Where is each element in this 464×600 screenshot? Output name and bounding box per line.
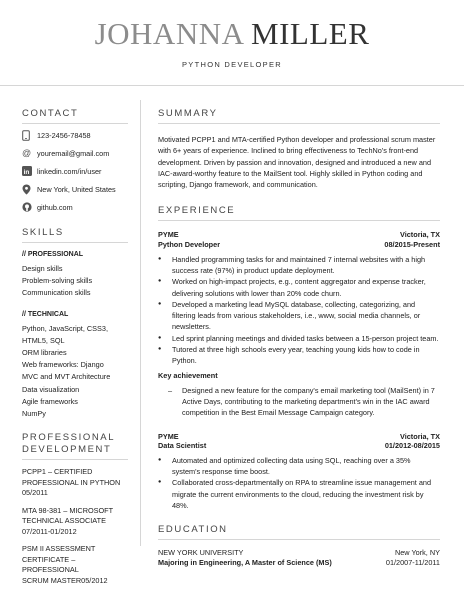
contact-section: [22, 108, 128, 216]
skill-item: Problem-solving skills: [22, 276, 93, 286]
job-bullets: [158, 455, 440, 511]
job-company-row: [158, 432, 440, 442]
prof-dev-heading-line1: PROFESSIONAL: [22, 432, 116, 444]
skill-item: MVC and MVT Architecture: [22, 372, 111, 382]
contact-linkedin: [22, 162, 128, 180]
education-degree-row: [158, 558, 440, 568]
section-divider: [22, 242, 128, 243]
linkedin-url[interactable]: linkedin.com/in/user: [37, 166, 102, 176]
certificate-line: TECHNICAL ASSOCIATE: [22, 516, 106, 526]
at-sign-icon: @: [22, 148, 32, 158]
list-item: ● Collaborated cross-departmentally on RPA to streamline issue management and migrate the current environments to the cloud, reducing the investment risk by 48%.: [158, 477, 440, 511]
skill-item: Agile frameworks: [22, 396, 78, 406]
degree: Majoring in Engineering, A Master of Science (MS): [158, 557, 332, 567]
right-column: [158, 108, 440, 567]
certificate-line: 05/2011: [22, 488, 48, 498]
contact-email: [22, 144, 128, 162]
job-title: PYTHON DEVELOPER: [182, 60, 282, 69]
resume-header: [0, 0, 464, 86]
skill-item: Communication skills: [22, 288, 91, 298]
summary-section: [158, 108, 440, 190]
contact-location: [22, 180, 128, 198]
certificate-line: SCRUM MASTER05/2012: [22, 575, 108, 585]
list-item: ● Handled programming tasks for and maintained 7 internal websites with a high success rate (97%) in product update deployment.: [158, 254, 440, 277]
job-company: PYME: [158, 230, 179, 240]
github-icon: [22, 201, 36, 213]
job-dates: 08/2015-Present: [384, 240, 440, 250]
job-company-row: [158, 230, 440, 240]
job-entry: [158, 432, 440, 512]
section-divider: [158, 220, 440, 221]
contact-heading: CONTACT: [22, 108, 79, 119]
section-divider: [22, 459, 128, 460]
summary-heading: SUMMARY: [158, 108, 218, 119]
skill-item: Design skills: [22, 264, 63, 273]
section-divider: [158, 539, 440, 540]
certificate-item: [22, 544, 128, 586]
location-pin-icon: [22, 183, 36, 195]
summary-text: Motivated PCPP1 and MTA-certified Python developer and professional scrum master with 6+ years of experience. Inclined to bring effectiveness to TechNo's front-end development. Driven by passion and innovation, designed and introduced a new and IAC-award-worthy feature to the MailSent tool. Highly skilled in Python coding and scripting, Django framework, and communication.: [158, 135, 436, 190]
job-company: PYME: [158, 431, 179, 441]
candidate-name: [0, 16, 464, 52]
certificate-item: [22, 467, 128, 499]
skill-item: HTML5, SQL: [22, 335, 65, 345]
education-section: [158, 524, 440, 567]
skill-item: Web frameworks: Django: [22, 360, 104, 370]
list-item: ● Led sprint planning meetings and divided tasks between a 15-person project team.: [158, 333, 440, 344]
school-location: New York, NY: [394, 548, 440, 558]
contact-github: [22, 198, 128, 216]
key-achievement-heading: Key achievement: [158, 370, 218, 380]
experience-section: [158, 205, 440, 511]
contact-phone: [22, 126, 128, 144]
prof-dev-heading-line2: DEVELOPMENT: [22, 444, 112, 456]
list-item: ● Automated and optimized collecting data using SQL, reaching over a 35% system's response time boost.: [158, 455, 440, 478]
education-dates: 01/2007-11/2011: [385, 557, 440, 567]
professional-skills-heading: // PROFESSIONAL: [22, 251, 84, 258]
job-role-row: [158, 240, 440, 250]
school-name: NEW YORK UNIVERSITY: [158, 548, 244, 558]
list-item: ● Developed a marketing lead MySQL database, collecting, categorizing, and filtering leads from various stakeholders, i.e., www, social media channels, or newsletters.: [158, 299, 440, 333]
job-role-row: [158, 441, 440, 451]
job-bullets: [158, 254, 440, 367]
certificate-line: PSM II ASSESSMENT: [22, 544, 96, 554]
skill-item: ORM libraries: [22, 348, 67, 358]
technical-skills-heading: // TECHNICAL: [22, 310, 69, 318]
last-name: MILLER: [251, 16, 370, 51]
certificate-line: CERTIFICATE – PROFESSIONAL: [22, 554, 79, 575]
phone-number: 123-2456-78458: [37, 130, 91, 140]
key-achievement-list: [158, 385, 440, 419]
github-url[interactable]: github.com: [37, 202, 73, 212]
job-entry: [158, 230, 440, 418]
svg-text:in: in: [23, 169, 30, 176]
job-role: Python Developer: [158, 240, 221, 250]
list-item: ● Tutored at three high schools every year, teaching young kids how to code in Python.: [158, 344, 440, 367]
list-item: ● Worked on high-impact projects, e.g., content aggregator and expense tracker, delivering solutions with lower than 20% code churn.: [158, 276, 440, 299]
section-divider: [158, 123, 440, 124]
job-role: Data Scientist: [158, 441, 207, 451]
certificate-item: [22, 506, 128, 538]
education-school-row: [158, 548, 440, 558]
list-item: – Designed a new feature for the company's email marketing tool (MailSent) in 7 Active Days, contributing to the marketing department's win in the IAC award competition in the Best Email Message Campaign category.: [158, 385, 440, 419]
professional-development-section: [22, 432, 128, 586]
skills-section: [22, 227, 128, 420]
email-address[interactable]: youremail@gmail.com: [37, 148, 110, 158]
phone-icon: [22, 129, 36, 141]
certificate-line: PCPP1 – CERTIFIED: [22, 467, 93, 477]
left-column: [22, 108, 128, 586]
certificate-line: MTA 98-381 – MICROSOFT: [22, 505, 114, 515]
job-location: Victoria, TX: [399, 431, 440, 441]
first-name: JOHANNA: [94, 16, 243, 51]
linkedin-icon: [22, 165, 36, 177]
certificate-line: 07/2011-01/2012: [22, 526, 77, 536]
education-heading: EDUCATION: [158, 524, 228, 536]
job-dates: 01/2012-08/2015: [384, 441, 440, 451]
column-divider: [140, 100, 141, 546]
skills-heading: SKILLS: [22, 227, 64, 238]
skill-item: NumPy: [22, 409, 46, 419]
experience-heading: EXPERIENCE: [158, 205, 236, 217]
skill-item: Python, JavaScript, CSS3,: [22, 323, 108, 333]
location-text: New York, United States: [37, 184, 116, 194]
certificate-line: PROFESSIONAL IN PYTHON: [22, 477, 121, 487]
skill-item: Data visualization: [22, 384, 80, 394]
job-location: Victoria, TX: [399, 230, 440, 240]
